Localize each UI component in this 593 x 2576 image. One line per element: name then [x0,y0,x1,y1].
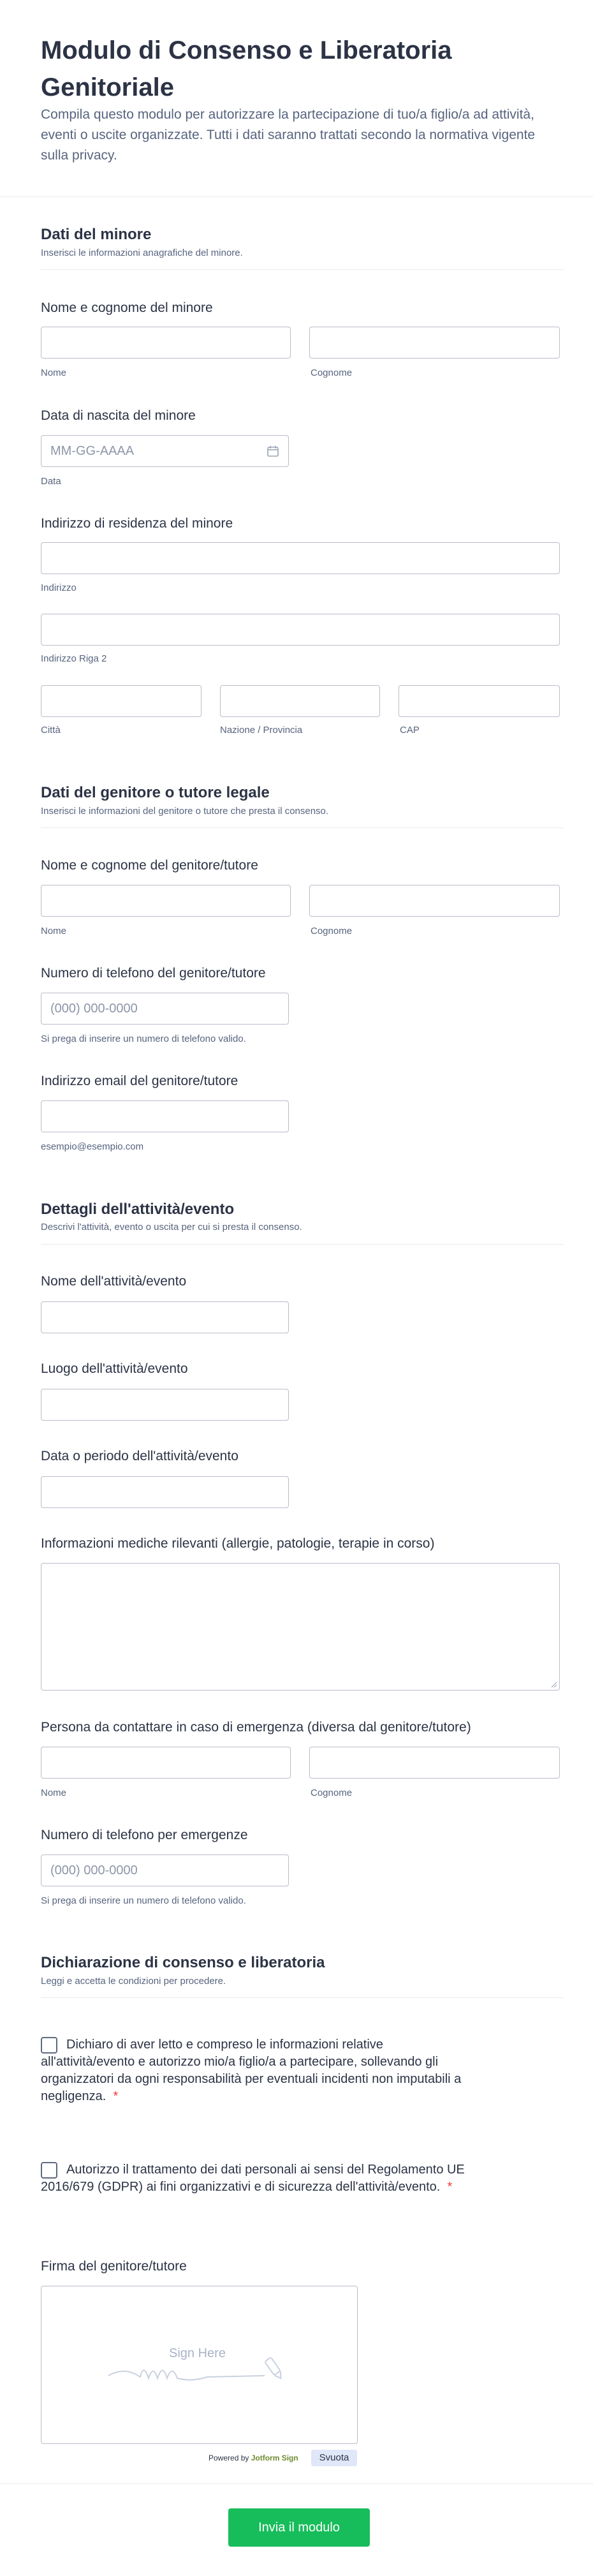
signature-label: Firma del genitore/tutore [41,2259,187,2274]
section-subtitle-parent: Inserisci le informazioni del genitore o tutore che presta il consenso. [41,806,329,817]
jotform-sign-brand: Jotform Sign [251,2454,298,2462]
minor-dob-label: Data di nascita del minore [41,408,196,423]
sign-here-hint: Sign Here [169,2346,226,2360]
parent-email-input[interactable] [41,1100,289,1132]
emergency-phone-label: Numero di telefono per emergenze [41,1828,248,1842]
minor-zip-input[interactable] [399,685,560,717]
signature-pen-icon [105,2350,296,2388]
parent-last-name-sublabel: Cognome [311,926,353,936]
activity-name-input[interactable] [41,1301,289,1333]
powered-by [209,2454,298,2462]
parent-first-name-sublabel: Nome [41,926,67,936]
section-divider [41,827,564,828]
powered-by-text: Powered by [209,2454,249,2462]
header-divider [0,196,593,197]
consent-liability-line-end: negligenza. [41,2089,106,2103]
minor-name-label: Nome e cognome del minore [41,300,213,315]
minor-last-name-sublabel: Cognome [311,367,353,378]
section-divider [41,1997,564,1998]
minor-address2-sublabel: Indirizzo Riga 2 [41,653,107,664]
consent-liability-line: all'attività/evento e autorizzo mio/a figlio/a a partecipare, sollevando gli [41,2055,439,2069]
dob-placeholder: MM-GG-AAAA [50,444,135,458]
form-title: Modulo di Consenso e Liberatoria Genitoriale [41,36,452,101]
signature-pad[interactable] [41,2286,358,2444]
phone-placeholder: (000) 000-0000 [50,1002,138,1016]
consent-gdpr-line-end: 2016/679 (GDPR) ai fini organizzativi e di sicurezza dell'attività/evento. [41,2180,441,2194]
minor-address-sublabel: Indirizzo [41,582,77,593]
parent-phone-input[interactable] [41,993,289,1025]
emergency-last-name-input[interactable] [309,1747,560,1779]
section-divider [41,269,564,270]
minor-city-sublabel: Città [41,725,61,736]
consent-liability-line [41,2088,564,2105]
emergency-phone-sublabel: Si prega di inserire un numero di telefono valido. [41,1895,246,1906]
section-title-consent: Dichiarazione di consenso e liberatoria [41,1954,325,1971]
section-subtitle-consent: Leggi e accetta le condizioni per procedere. [41,1976,226,1987]
section-subtitle-activity: Descrivi l'attività, evento o uscita per cui si presta il consenso. [41,1222,302,1232]
section-subtitle-minor: Inserisci le informazioni anagrafiche del minore. [41,248,243,258]
consent-gdpr-text [41,2161,564,2196]
minor-zip-sublabel: CAP [400,725,420,736]
parent-phone-sublabel: Si prega di inserire un numero di telefono valido. [41,1033,246,1044]
calendar-icon[interactable] [267,445,279,457]
resize-grip-icon[interactable] [550,1680,557,1688]
activity-date-input[interactable] [41,1476,289,1508]
section-divider [41,1244,564,1245]
consent-liability-line: organizzatori da ogni responsabilità per eventuali incidenti non imputabili a [41,2072,462,2086]
section-title-parent: Dati del genitore o tutore legale [41,784,270,801]
clear-signature-button[interactable]: Svuota [311,2450,357,2466]
minor-address2-input[interactable] [41,614,560,646]
parent-phone-label: Numero di telefono del genitore/tutore [41,966,266,981]
form-description: Compila questo modulo per autorizzare la partecipazione di tuo/a figlio/a ad attività, eventi o uscite organizzate. Tutti i dati saranno trattati secondo la normativa vigente sulla privacy. [41,107,536,163]
minor-address-input[interactable] [41,542,560,574]
medical-info-label: Informazioni mediche rilevanti (allergie, patologie, terapie in corso) [41,1536,435,1551]
parent-first-name-input[interactable] [41,885,291,917]
emergency-phone-placeholder: (000) 000-0000 [50,1863,138,1877]
emergency-contact-label: Persona da contattare in caso di emergenza (diversa dal genitore/tutore) [41,1720,471,1735]
activity-place-input[interactable] [41,1389,289,1421]
parent-name-label: Nome e cognome del genitore/tutore [41,858,258,873]
activity-date-label: Data o periodo dell'attività/evento [41,1449,238,1463]
required-asterisk: * [447,2180,453,2194]
minor-dob-input[interactable] [41,435,289,467]
minor-last-name-input[interactable] [309,327,560,359]
minor-city-input[interactable] [41,685,201,717]
medical-info-textarea[interactable] [41,1563,560,1691]
footer-divider [0,2483,593,2484]
consent-liability-line: Dichiaro di aver letto e compreso le informazioni relative [66,2038,383,2052]
parent-email-sublabel: esempio@esempio.com [41,1141,144,1152]
consent-liability-text [41,2036,564,2105]
consent-gdpr-line: Autorizzo il trattamento dei dati personali ai sensi del Regolamento UE [66,2163,465,2177]
minor-dob-sublabel: Data [41,476,61,487]
emergency-phone-input[interactable] [41,1854,289,1886]
minor-address-label: Indirizzo di residenza del minore [41,516,233,531]
activity-place-label: Luogo dell'attività/evento [41,1361,188,1376]
section-title-activity: Dettagli dell'attività/evento [41,1201,235,1218]
emergency-first-name-sublabel: Nome [41,1788,67,1798]
emergency-first-name-input[interactable] [41,1747,291,1779]
activity-name-label: Nome dell'attività/evento [41,1274,187,1289]
submit-button[interactable]: Invia il modulo [228,2508,370,2547]
emergency-last-name-sublabel: Cognome [311,1788,353,1798]
minor-first-name-sublabel: Nome [41,367,67,378]
required-asterisk: * [113,2089,119,2103]
minor-country-sublabel: Nazione / Provincia [220,725,303,736]
minor-country-input[interactable] [220,685,380,717]
consent-gdpr-line [41,2179,564,2196]
parent-last-name-input[interactable] [309,885,560,917]
parent-email-label: Indirizzo email del genitore/tutore [41,1074,238,1088]
minor-first-name-input[interactable] [41,327,291,359]
section-title-minor: Dati del minore [41,226,152,243]
